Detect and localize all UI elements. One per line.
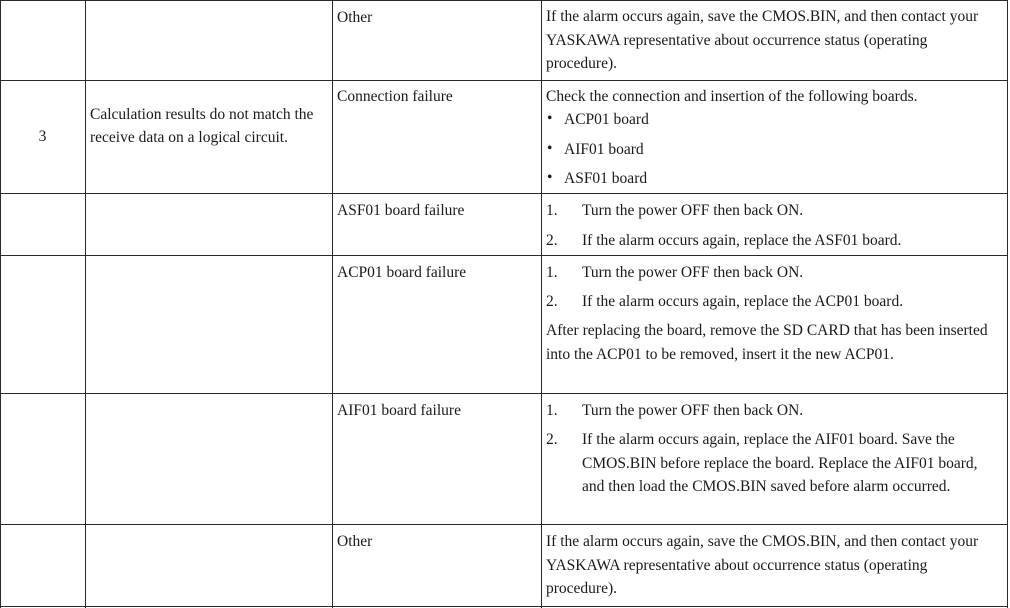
step-number: 2. bbox=[546, 293, 558, 310]
cause-cell: ACP01 board failure bbox=[337, 264, 467, 281]
row-border-2 bbox=[0, 193, 1008, 194]
row-border-1 bbox=[0, 80, 1008, 81]
row-border-5 bbox=[0, 524, 1008, 525]
cause-cell: Other bbox=[337, 9, 373, 26]
row-border-3 bbox=[0, 255, 1008, 256]
step-number: 1. bbox=[546, 264, 558, 281]
bullet-item: ASF01 board bbox=[564, 170, 648, 187]
step-number: 2. bbox=[546, 431, 558, 448]
step-text: If the alarm occurs again, replace the ACP01 board. bbox=[582, 293, 904, 310]
step-number: 2. bbox=[546, 232, 558, 249]
cause-cell: AIF01 board failure bbox=[337, 402, 461, 419]
step-number: 1. bbox=[546, 402, 558, 419]
col-border-3 bbox=[541, 0, 542, 608]
step-number: 1. bbox=[546, 202, 558, 219]
col-border-2 bbox=[332, 0, 333, 608]
alarm-description: Calculation results do not match the receive data on a logical circuit. bbox=[90, 106, 314, 146]
remedy-cell: If the alarm occurs again, save the CMOS.BIN, and then contact your YASKAWA representative about occurrence status (operating procedure). bbox=[546, 533, 979, 597]
bullet-icon: • bbox=[547, 140, 553, 157]
remedy-note: After replacing the board, remove the SD CARD that has been inserted into the ACP01 to be removed, insert it the new ACP01. bbox=[546, 322, 988, 363]
row-number: 3 bbox=[38, 128, 47, 145]
bullet-icon: • bbox=[547, 169, 553, 186]
step-text: If the alarm occurs again, replace the ASF01 board. bbox=[582, 232, 902, 249]
bullet-item: AIF01 board bbox=[564, 141, 644, 158]
cause-cell: ASF01 board failure bbox=[337, 202, 465, 219]
bullet-icon: • bbox=[547, 110, 553, 127]
remedy-intro: Check the connection and insertion of the following boards. bbox=[546, 88, 918, 105]
bullet-item: ACP01 board bbox=[564, 111, 649, 128]
step-text: Turn the power OFF then back ON. bbox=[582, 202, 804, 219]
col-border-left bbox=[0, 0, 1, 608]
step-text: If the alarm occurs again, replace the AIF01 board. Save the CMOS.BIN before replace the board. Replace the AIF01 board, and then load the CMOS.BIN saved before alarm occurred. bbox=[582, 431, 978, 495]
step-text: Turn the power OFF then back ON. bbox=[582, 264, 804, 281]
cause-cell: Connection failure bbox=[337, 88, 453, 105]
col-border-1 bbox=[85, 0, 86, 608]
remedy-cell: If the alarm occurs again, save the CMOS.BIN, and then contact your YASKAWA representative about occurrence status (operating procedure). bbox=[546, 8, 979, 72]
row-border-4 bbox=[0, 393, 1008, 394]
col-border-right bbox=[1007, 0, 1008, 608]
row-border-bottom bbox=[0, 606, 1008, 607]
cause-cell: Other bbox=[337, 533, 373, 550]
step-text: Turn the power OFF then back ON. bbox=[582, 402, 804, 419]
row-border-top bbox=[0, 0, 1008, 1]
